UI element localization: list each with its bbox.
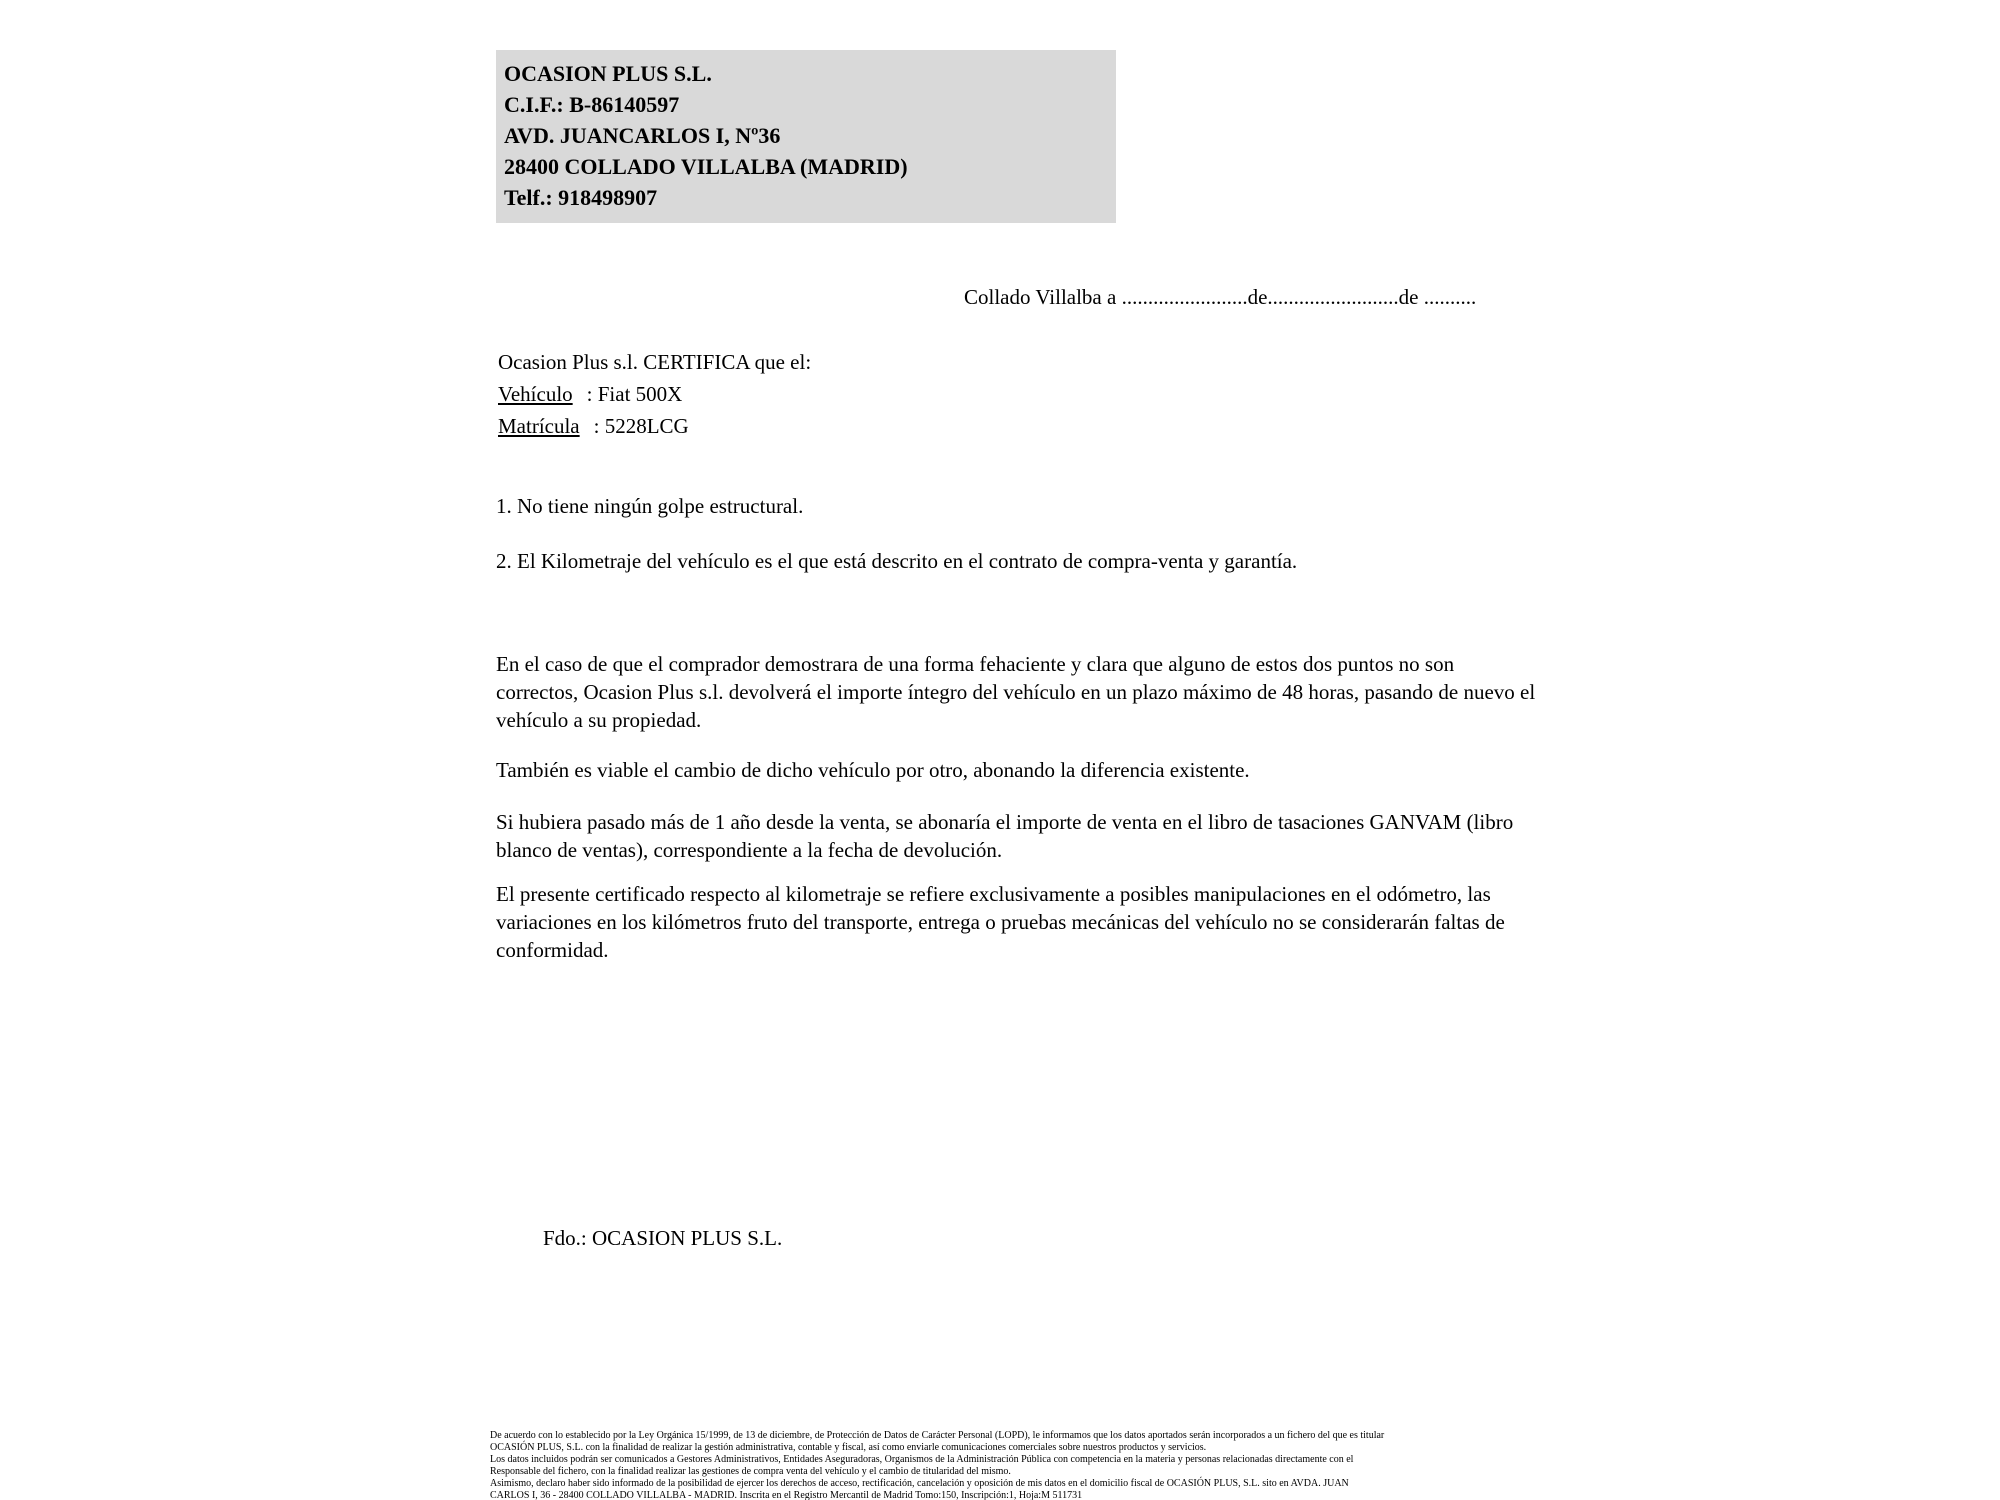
paragraph-refund: En el caso de que el comprador demostrara de una forma fehaciente y clara que alguno de estos dos puntos no son correctos, Ocasion Plus s.l. devolverá el importe íntegro del vehículo en un plazo máximo de 48 horas, pasando de nuevo el vehículo a su propiedad. [496,652,1536,732]
company-phone: Telf.: 918498907 [504,185,658,210]
company-name: OCASION PLUS S.L. [504,61,712,86]
signature-line: Fdo.: OCASION PLUS S.L. [543,1226,783,1250]
certifica-section [498,346,811,442]
plate-row [498,410,811,442]
plate-value: : 5228LCG [593,414,689,438]
date-line: Collado Villalba a ........................de.........................de .......... [964,285,1477,309]
legal-line: Los datos incluidos podrán ser comunicados a Gestores Administrativos, Entidades Aseguradoras, Organismos de la Administración Pública con competencia en la materia y personas relacionadas directamente con el [490,1454,1354,1465]
legal-line: OCASIÓN PLUS, S.L. con la finalidad de realizar la gestión administrativa, contable y fiscal, así como enviarle comunicaciones comerciales sobre nuestros productos y servicios. [490,1442,1207,1453]
plate-label: Matrícula [498,414,580,438]
certifica-intro: Ocasion Plus s.l. CERTIFICA que el: [498,350,812,374]
condition-point-1: 1. No tiene ningún golpe estructural. [496,494,804,518]
legal-line: Asimismo, declaro haber sido informado de la posibilidad de ejercer los derechos de acceso, rectificación, cancelación y oposición de mis datos en el domicilio fiscal de OCASIÓN PLUS, S.L. sito en AVDA. JUAN [490,1478,1349,1489]
legal-line: CARLOS I, 36 - 28400 COLLADO VILLALBA - MADRID. Inscrita en el Registro Mercantil de Madrid Tomo:150, Inscripción:1, Hoja:M 511731 [490,1490,1083,1500]
company-city: 28400 COLLADO VILLALBA (MADRID) [504,154,908,179]
company-header-box [496,50,1116,223]
paragraph-ganvam: Si hubiera pasado más de 1 año desde la venta, se abonaría el importe de venta en el libro de tasaciones GANVAM (libro blanco de ventas), correspondiente a la fecha de devolución. [496,810,1514,862]
paragraph-odometer: El presente certificado respecto al kilometraje se refiere exclusivamente a posibles manipulaciones en el odómetro, las variaciones en los kilómetros fruto del transporte, entrega o pruebas mecánicas del vehículo no se considerarán faltas de conformidad. [496,882,1505,962]
company-cif: C.I.F.: B-86140597 [504,92,680,117]
condition-point-2: 2. El Kilometraje del vehículo es el que está descrito en el contrato de compra-venta y garantía. [496,549,1298,573]
legal-line: Responsable del fichero, con la finalidad realizar las gestiones de compra venta del vehículo y el cambio de titularidad del mismo. [490,1466,1011,1477]
legal-line: De acuerdo con lo establecido por la Ley Orgánica 15/1999, de 13 de diciembre, de Protección de Datos de Carácter Personal (LOPD), le informamos que los datos aportados serán incorporados a un fichero del que es titular [490,1430,1385,1441]
legal-notice [490,1430,1590,1500]
vehicle-row [498,378,811,410]
paragraph-exchange: También es viable el cambio de dicho vehículo por otro, abonando la diferencia existente. [496,758,1250,782]
vehicle-value: : Fiat 500X [586,382,683,406]
vehicle-label: Vehículo [498,382,573,406]
company-address: AVD. JUANCARLOS I, Nº36 [504,123,781,148]
